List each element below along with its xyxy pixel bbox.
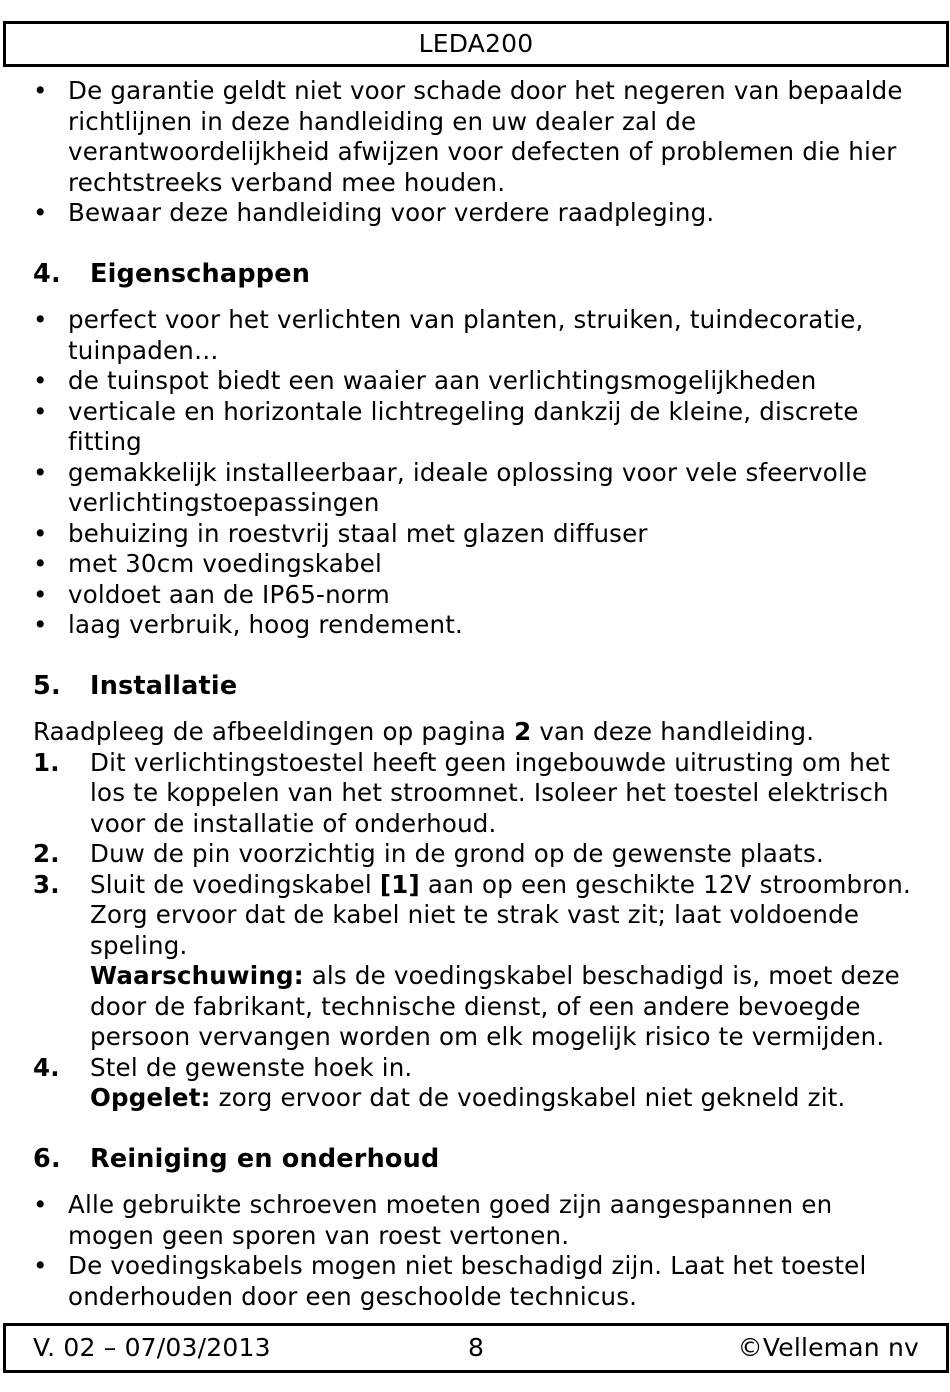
step-text: aan op een geschikte 12V stroombron. Zorg ervoor dat de kabel niet te strak vast zit; laat voldoende speling.	[90, 869, 911, 960]
list-item	[33, 610, 923, 641]
list-item	[33, 580, 923, 611]
list-item-text: Bewaar deze handleiding voor verdere raadpleging.	[68, 198, 715, 227]
header-model-box	[3, 21, 949, 67]
page-number: 8	[467, 1333, 485, 1362]
step-number: 2.	[33, 839, 60, 868]
section-heading-installatie	[33, 671, 923, 702]
section-title: Eigenschappen	[90, 258, 311, 289]
section-heading-eigenschappen	[33, 259, 923, 290]
list-item-text: voldoet aan de IP65-norm	[68, 579, 390, 609]
list-item-text: laag verbruik, hoog rendement.	[68, 610, 464, 639]
figure-reference: [1]	[379, 869, 420, 899]
bullet-icon: •	[33, 579, 48, 609]
step-item	[33, 748, 923, 840]
bullet-icon: •	[33, 1251, 48, 1280]
list-item	[33, 1251, 923, 1312]
features-bullet-list	[33, 305, 923, 641]
warning-text: als de voedingskabel beschadigd is, moet deze door de fabrikant, technische dienst, of een andere bevoegde persoon vervangen worden om elk mogelijk risico te vermijden.	[90, 961, 900, 1051]
step-text: Dit verlichtingstoestel heeft geen ingebouwde uitrusting om het los te koppelen van het stroomnet. Isoleer het toestel elektrisch voor de installatie of onderhoud.	[90, 747, 891, 838]
bullet-icon: •	[33, 198, 48, 227]
installation-steps	[33, 748, 923, 1114]
warning-label: Waarschuwing:	[90, 961, 304, 990]
bullet-icon: •	[33, 610, 48, 639]
step-item	[33, 870, 923, 1053]
list-item-text: gemakkelijk installeerbaar, ideale oplossing voor vele sfeervolle verlichtingstoepassingen	[68, 457, 868, 517]
list-item	[33, 76, 923, 198]
bullet-icon: •	[33, 518, 48, 548]
version-date: V. 02 – 07/03/2013	[33, 1333, 271, 1362]
list-item	[33, 549, 923, 580]
section-number: 5.	[33, 670, 61, 701]
bullet-icon: •	[33, 549, 48, 578]
list-item	[33, 1190, 923, 1251]
bullet-icon: •	[33, 457, 48, 487]
bullet-icon: •	[33, 396, 48, 426]
section-number: 4.	[33, 258, 61, 289]
step-number: 1.	[33, 747, 60, 777]
bullet-icon: •	[33, 76, 48, 105]
list-item-text: De voedingskabels mogen niet beschadigd zijn. Laat het toestel onderhouden door een geschoolde technicus.	[68, 1251, 867, 1311]
list-item-text: Alle gebruikte schroeven moeten goed zijn aangespannen en mogen geen sporen van roest vertonen.	[68, 1190, 833, 1250]
list-item-text: behuizing in roestvrij staal met glazen diffuser	[68, 518, 648, 548]
list-item-text: verticale en horizontale lichtregeling dankzij de kleine, discrete fitting	[68, 396, 859, 456]
step-text: Sluit de voedingskabel	[90, 869, 380, 899]
installation-intro: Raadpleeg de afbeeldingen op pagina 2 van deze handleiding.	[33, 717, 815, 746]
bullet-icon: •	[33, 366, 48, 395]
step-number: 3.	[33, 869, 60, 899]
header-model: LEDA200	[418, 29, 534, 58]
note-label: Opgelet:	[90, 1083, 211, 1112]
section-heading-reiniging	[33, 1144, 923, 1175]
step-number: 4.	[33, 1052, 60, 1082]
page-footer	[3, 1323, 949, 1373]
list-item	[33, 198, 923, 229]
list-item	[33, 397, 923, 458]
section-number: 6.	[33, 1143, 61, 1174]
page-reference: 2	[514, 717, 532, 746]
intro-bullet-list	[33, 76, 923, 229]
section-title: Installatie	[90, 670, 238, 701]
step-text: Stel de gewenste hoek in.	[90, 1052, 413, 1082]
list-item-text: met 30cm voedingskabel	[68, 549, 382, 578]
list-item-text: de tuinspot biedt een waaier aan verlichtingsmogelijkheden	[68, 366, 817, 395]
step-item	[33, 1053, 923, 1114]
step-text: Duw de pin voorzichtig in de grond op de gewenste plaats.	[90, 839, 824, 868]
list-item-text: De garantie geldt niet voor schade door het negeren van bepaalde richtlijnen in deze handleiding en uw dealer zal de verantwoordelijkheid afwijzen voor defecten of problemen die hier rechtstreeks verband mee houden.	[68, 76, 903, 197]
list-item	[33, 366, 923, 397]
section-title: Reiniging en onderhoud	[90, 1143, 440, 1174]
note-text: zorg ervoor dat de voedingskabel niet gekneld zit.	[210, 1083, 846, 1112]
maintenance-bullet-list	[33, 1190, 923, 1312]
bullet-icon: •	[33, 305, 48, 334]
list-item	[33, 305, 923, 366]
copyright: ©Velleman nv	[737, 1333, 919, 1362]
list-item-text: perfect voor het verlichten van planten, struiken, tuindecoratie, tuinpaden…	[68, 305, 864, 365]
page-content	[33, 76, 923, 1312]
list-item	[33, 458, 923, 519]
step-item	[33, 839, 923, 870]
list-item	[33, 519, 923, 550]
bullet-icon: •	[33, 1190, 48, 1219]
